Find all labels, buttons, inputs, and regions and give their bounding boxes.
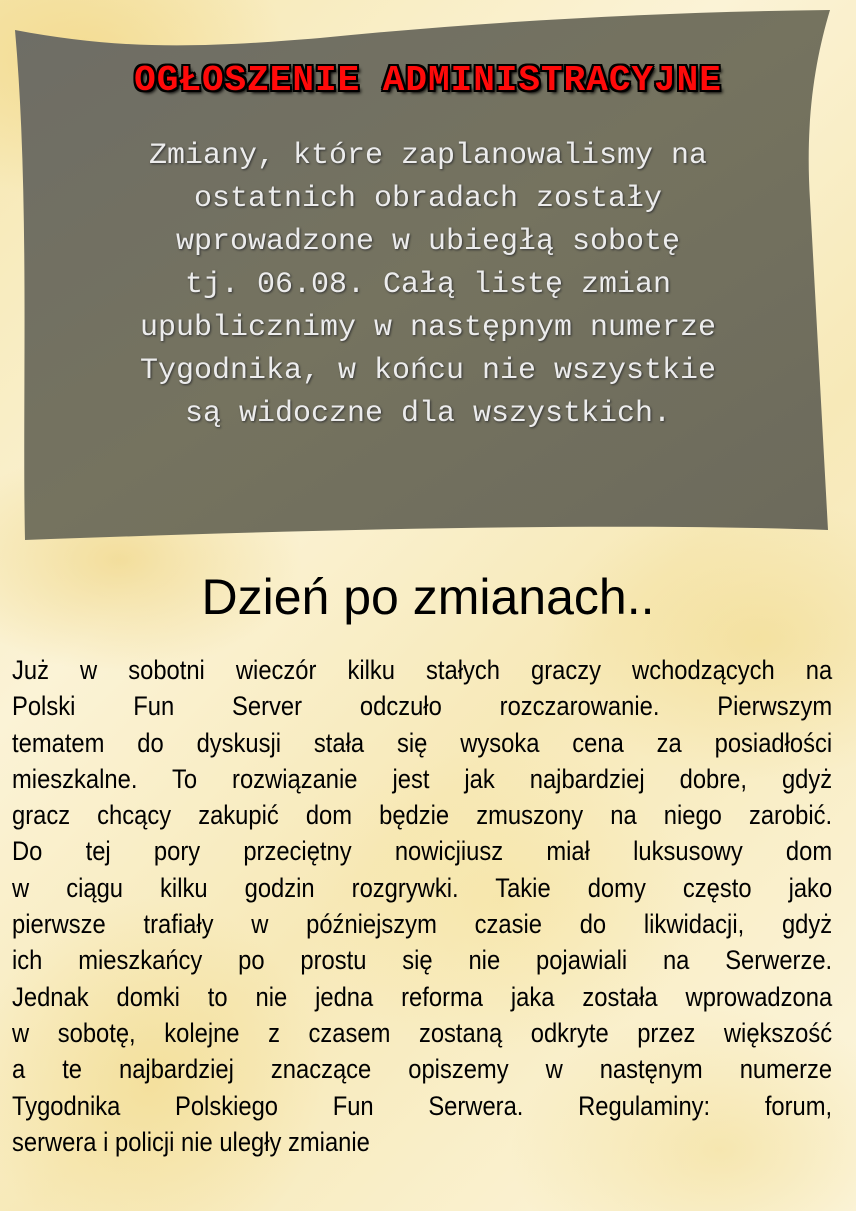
announcement-line: tj. 06.08. Całą listę zmian: [184, 268, 672, 302]
article-line: mieszkalne. To rozwiązanie jest jak najbardziej dobre, gdyż: [12, 763, 833, 794]
article-line: Polski Fun Server odczuło rozczarowanie. Pierwszym: [12, 691, 833, 722]
article-line: Już w sobotni wieczór kilku stałych graczy wchodzących na: [12, 655, 833, 685]
announcement-line: ostatnich obradach zostały: [193, 182, 663, 216]
announcement-line: Tygodnika, w końcu nie wszystkie: [139, 354, 717, 388]
announcement-line: Zmiany, które zaplanowalismy na: [148, 139, 708, 173]
article-line: ich mieszkańcy po prostu się nie pojawiali na Serwerze.: [12, 945, 833, 976]
article-line: tematem do dyskusji stała się wysoka cena za posiadłości: [12, 727, 833, 758]
announcement-text: [20, 135, 836, 436]
article-line: Do tej pory przeciętny nowicjiusz miał luksusowy dom: [12, 836, 833, 867]
article-line: pierwsze trafiały w późniejszym czasie do likwidacji, gdyż: [12, 909, 833, 940]
announcement-line: wprowadzone w ubiegłą sobotę: [175, 225, 681, 259]
article-line: Jednak domki to nie jedna reforma jaka została wprowadzona: [12, 981, 833, 1012]
article-headline: Dzień po zmianach..: [201, 569, 655, 625]
article-body: [12, 652, 832, 1160]
announcement-title: OGŁOSZENIE ADMINISTRACYJNE: [134, 60, 722, 101]
article-line: Tygodnika Polskiego Fun Serwera. Regulaminy: forum,: [12, 1090, 833, 1121]
article-line: serwera i policji nie uległy zmianie: [12, 1126, 370, 1157]
article-line: w ciągu kilku godzin rozgrywki. Takie domy często jako: [12, 872, 833, 903]
article-line: w sobotę, kolejne z czasem zostaną odkryte przez większość: [12, 1017, 833, 1048]
article-line: a te najbardziej znaczące opiszemy w nastęnym numerze: [12, 1054, 833, 1085]
announcement-line: upublicznimy w następnym numerze: [139, 311, 717, 345]
announcement-line: są widoczne dla wszystkich.: [184, 397, 672, 431]
article-line: gracz chcący zakupić dom będzie zmuszony na niego zarobić.: [12, 800, 833, 831]
